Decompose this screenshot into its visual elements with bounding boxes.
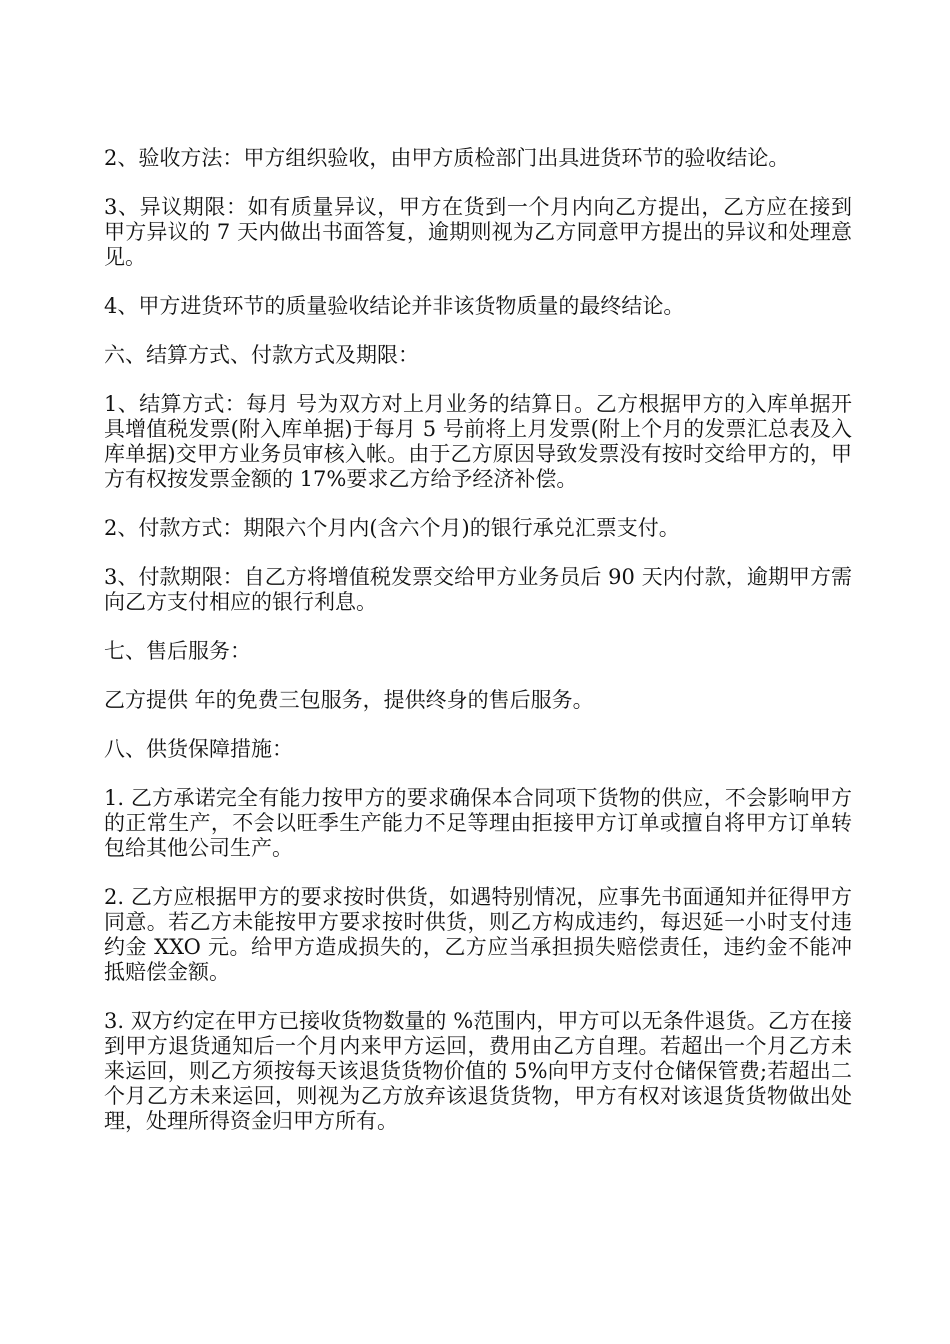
section-heading-supply-guarantee: 八、供货保障措施： (104, 737, 293, 761)
paragraph-return-policy: 3. 双方约定在甲方已接收货物数量的 %范围内，甲方可以无条件退货。乙方在接到甲方退货通知后一个月内来甲方运回，费用由乙方自理。若超出一个月乙方未来运回，则乙方须按每天该退货货物价值的 5%向甲方支付仓储保管费;若超出二个月乙方未来运回，则视为乙方放弃该退货货物，甲方有权对该退货货物做出处理，处理所得资金归甲方所有。 (104, 1009, 852, 1133)
document-page (104, 146, 852, 1158)
section-heading-settlement: 六、结算方式、付款方式及期限： (104, 343, 419, 367)
paragraph-on-time-delivery: 2. 乙方应根据甲方的要求按时供货，如遇特别情况，应事先书面通知并征得甲方同意。若乙方未能按甲方要求按时供货，则乙方构成违约，每迟延一小时支付违约金 XXO 元。给甲方造成损失的，乙方应当承担损失赔偿责任，违约金不能冲抵赔偿金额。 (104, 885, 852, 984)
paragraph-supply-commitment: 1. 乙方承诺完全有能力按甲方的要求确保本合同项下货物的供应，不会影响甲方的正常生产，不会以旺季生产能力不足等理由拒接甲方订单或擅自将甲方订单转包给其他公司生产。 (104, 786, 852, 860)
paragraph-payment-term: 3、付款期限：自乙方将增值税发票交给甲方业务员后 90 天内付款，逾期甲方需向乙方支付相应的银行利息。 (104, 565, 852, 614)
paragraph-objection-period: 3、异议期限：如有质量异议，甲方在货到一个月内向乙方提出，乙方应在接到甲方异议的 7 天内做出书面答复，逾期则视为乙方同意甲方提出的异议和处理意见。 (104, 195, 852, 269)
paragraph-after-sales-service: 乙方提供 年的免费三包服务，提供终身的售后服务。 (104, 688, 594, 712)
paragraph-inspection-method: 2、验收方法：甲方组织验收，由甲方质检部门出具进货环节的验收结论。 (104, 146, 790, 170)
paragraph-settlement-method: 1、结算方式：每月 号为双方对上月业务的结算日。乙方根据甲方的入库单据开具增值税发票(附入库单据)于每月 5 号前将上月发票(附上个月的发票汇总表及入库单据)交甲方业务员审核入帐。由于乙方原因导致发票没有按时交给甲方的，甲方有权按发票金额的 17%要求乙方给予经济补偿。 (104, 392, 852, 491)
section-heading-after-sales: 七、售后服务： (104, 639, 251, 663)
paragraph-inspection-conclusion: 4、甲方进货环节的质量验收结论并非该货物质量的最终结论。 (104, 294, 685, 318)
paragraph-payment-method: 2、付款方式：期限六个月内(含六个月)的银行承兑汇票支付。 (104, 516, 680, 540)
